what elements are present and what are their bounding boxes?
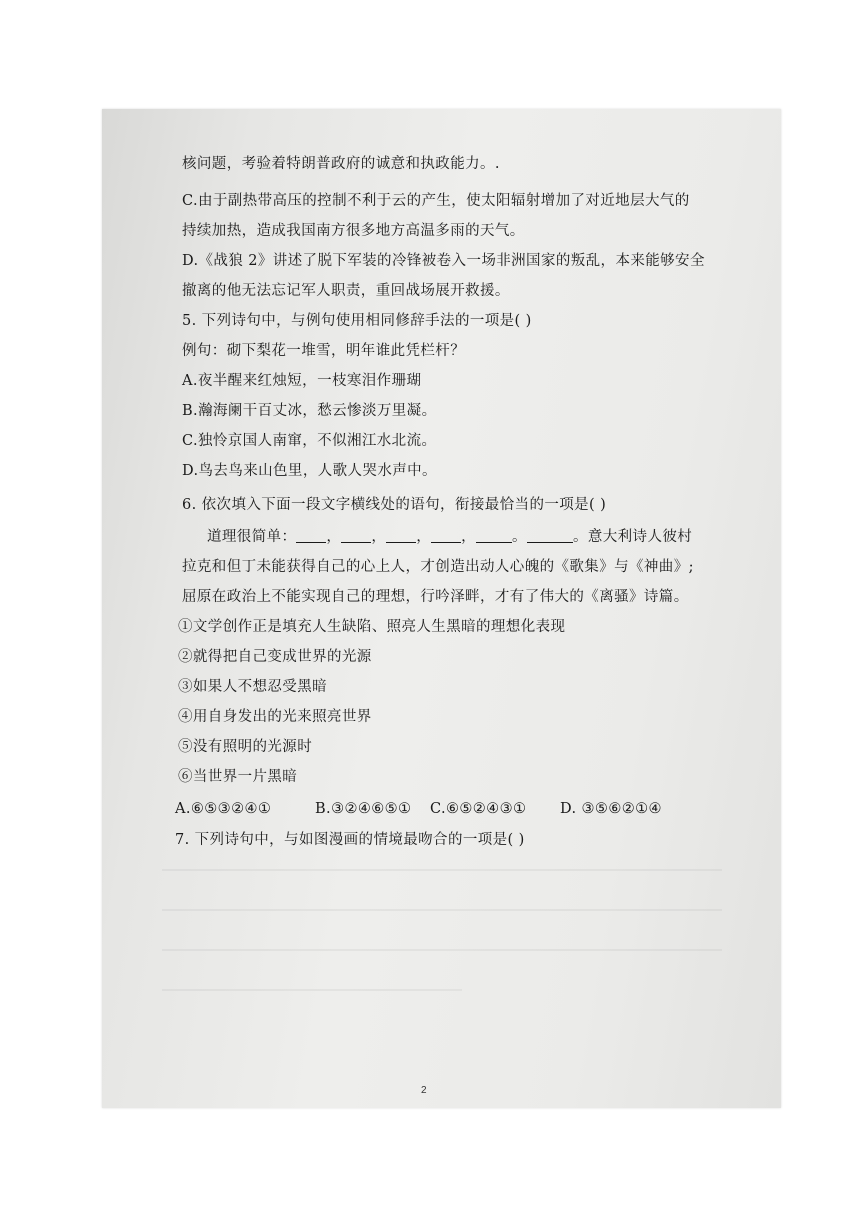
bleed-through-line — [162, 909, 722, 911]
blank-1 — [296, 528, 326, 543]
page-number: 2 — [421, 1085, 427, 1096]
option-b-q6: B.③②④⑥⑤① — [315, 801, 412, 817]
bleed-through-line — [162, 989, 462, 991]
bleed-through-line — [162, 869, 722, 871]
bleed-through-line — [162, 949, 722, 951]
option-d-q6: D. ③⑤⑥②①④ — [560, 801, 662, 817]
blank-5 — [476, 528, 512, 543]
blank-2 — [341, 528, 371, 543]
option-c-q4: C.由于副热带高压的控制不利于云的产生，使太阳辐射增加了对近地层大气的 — [182, 193, 690, 209]
blank-3 — [386, 528, 416, 543]
option-c-q6: C.⑥⑤②④③① — [430, 801, 527, 817]
passage-intro: 道理很简单： — [207, 529, 297, 545]
example-sentence: 例句：砌下梨花一堆雪，明年谁此凭栏杆？ — [182, 343, 466, 359]
sentence-4: ④用自身发出的光来照亮世界 — [178, 709, 372, 725]
option-d-q4: D.《战狼 2》讲述了脱下军装的冷锋被卷入一场非洲国家的叛乱，本来能够安全 — [182, 253, 705, 269]
option-a-q6: A.⑥⑤③②④① — [175, 801, 272, 817]
sentence-1: ①文学创作正是填充人生缺陷、照亮人生黑暗的理想化表现 — [178, 619, 566, 635]
fill-blank-line: 道理很简单： ， ， ， ， 。 。意大利诗人彼村 — [207, 529, 693, 545]
option-a-q5: A.夜半醒来红烛短，一枝寒泪作珊瑚 — [182, 373, 422, 389]
option-d-q5: D.鸟去鸟来山色里，人歌人哭水声中。 — [182, 463, 437, 479]
passage-continue: 意大利诗人彼村 — [587, 529, 693, 545]
question-6: 6. 依次填入下面一段文字横线处的语句，衔接最恰当的一项是( ) — [182, 497, 607, 513]
option-c-q5: C.独怜京国人南窜，不似湘江水北流。 — [182, 433, 437, 449]
option-b-q5: B.瀚海阑干百丈冰，愁云惨淡万里凝。 — [182, 403, 437, 419]
passage-line: 拉克和但丁未能获得自己的心上人，才创造出动人心魄的《歌集》与《神曲》; — [182, 559, 694, 575]
question-7: 7. 下列诗句中，与如图漫画的情境最吻合的一项是( ) — [175, 832, 525, 848]
sentence-5: ⑤没有照明的光源时 — [178, 739, 313, 755]
text-line: 核问题，考验着特朗普政府的诚意和执政能力。. — [182, 156, 500, 172]
sentence-3: ③如果人不想忍受黑暗 — [178, 679, 327, 695]
text-line: 持续加热，造成我国南方很多地方高温多雨的天气。 — [182, 223, 525, 239]
text-line: 撤离的他无法忘记军人职责，重回战场展开救援。 — [182, 283, 510, 299]
blank-6 — [527, 528, 573, 543]
sentence-6: ⑥当世界一片黑暗 — [178, 769, 298, 785]
passage-line: 屈原在政治上不能实现自己的理想，行吟泽畔，才有了伟大的《离骚》诗篇。 — [182, 589, 689, 605]
blank-4 — [431, 528, 461, 543]
sentence-2: ②就得把自己变成世界的光源 — [178, 649, 372, 665]
question-5: 5. 下列诗句中，与例句使用相同修辞手法的一项是( ) — [182, 313, 532, 329]
